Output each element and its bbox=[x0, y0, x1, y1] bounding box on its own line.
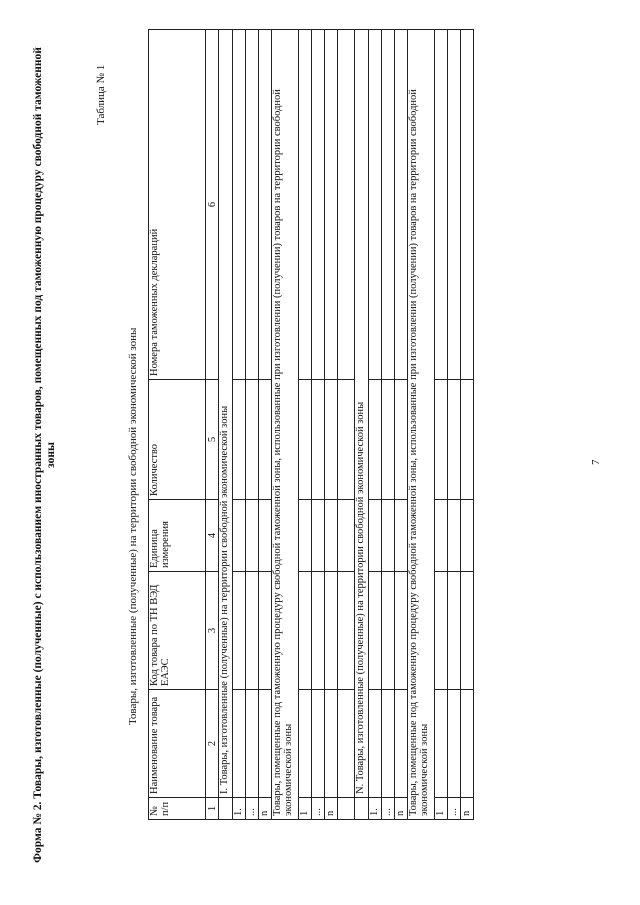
row-number: ... bbox=[246, 798, 259, 820]
column-number: 2 bbox=[206, 690, 219, 798]
table-row bbox=[325, 30, 338, 820]
section-1-subheader-row bbox=[272, 30, 299, 820]
goods-table bbox=[148, 29, 474, 820]
row-number: n bbox=[259, 798, 272, 820]
table-row bbox=[448, 30, 461, 820]
row-number: n bbox=[395, 798, 408, 820]
row-number: n bbox=[325, 798, 338, 820]
column-number-row bbox=[206, 30, 219, 820]
row-number: n bbox=[461, 798, 474, 820]
table-row bbox=[233, 30, 246, 820]
table-row bbox=[312, 30, 325, 820]
form-title: Форма № 2. Товары, изготовленные (полученные) с использованием иностранных товаров, помещенных под таможенную процедуру свободной таможенной зоны bbox=[32, 47, 57, 863]
table-label: Таблица № 1 bbox=[95, 64, 107, 125]
header-cell-unit: Единица измерения bbox=[149, 500, 206, 572]
column-number: 5 bbox=[206, 380, 219, 500]
header-cell-no: № п/п bbox=[149, 798, 206, 820]
table-row bbox=[435, 30, 448, 820]
section-n-subheader: Товары, помещенные под таможенную процедуру свободной таможенной зоны, использованные при изготовлении (получении) товаров на территории свободной экономической зоны bbox=[408, 30, 435, 820]
header-cell-name: Наименование товара bbox=[149, 690, 206, 798]
section-1-header: I. Товары, изготовленные (полученные) на территории свободной экономической зоны bbox=[219, 30, 233, 798]
row-number: 1. bbox=[369, 798, 382, 820]
table-caption: Товары, изготовленные (полученные) на территории свободной экономической зоны bbox=[127, 327, 139, 725]
table-row bbox=[259, 30, 272, 820]
table-row bbox=[382, 30, 395, 820]
column-number: 4 bbox=[206, 500, 219, 572]
section-n-header-row bbox=[355, 30, 369, 820]
section-n-header: N. Товары, изготовленные (полученные) на территории свободной экономической зоны bbox=[355, 30, 369, 798]
section-n-subheader-row bbox=[408, 30, 435, 820]
row-number: 1 bbox=[435, 798, 448, 820]
column-number: 3 bbox=[206, 572, 219, 690]
column-number: 1 bbox=[206, 798, 219, 820]
table-row bbox=[395, 30, 408, 820]
section-1-header-row bbox=[219, 30, 233, 820]
row-number: ... bbox=[382, 798, 395, 820]
column-number: 6 bbox=[206, 30, 219, 380]
table-row bbox=[461, 30, 474, 820]
header-cell-code: Код товара по ТН ВЭД ЕАЭС bbox=[149, 572, 206, 690]
spacer-row bbox=[338, 30, 355, 820]
table-row bbox=[369, 30, 382, 820]
section-1-subheader: Товары, помещенные под таможенную процедуру свободной таможенной зоны, использованные при изготовлении (получении) товаров на территории свободной экономической зоны bbox=[272, 30, 299, 820]
row-number: 1. bbox=[233, 798, 246, 820]
header-cell-quantity: Количество bbox=[149, 380, 206, 500]
table-row bbox=[246, 30, 259, 820]
row-number: 1 bbox=[299, 798, 312, 820]
row-number: ... bbox=[312, 798, 325, 820]
row-number: ... bbox=[448, 798, 461, 820]
table-row bbox=[299, 30, 312, 820]
table-header-row bbox=[149, 30, 206, 820]
header-cell-declarations: Номера таможенных деклараций bbox=[149, 30, 206, 380]
page-number: 7 bbox=[590, 459, 602, 465]
